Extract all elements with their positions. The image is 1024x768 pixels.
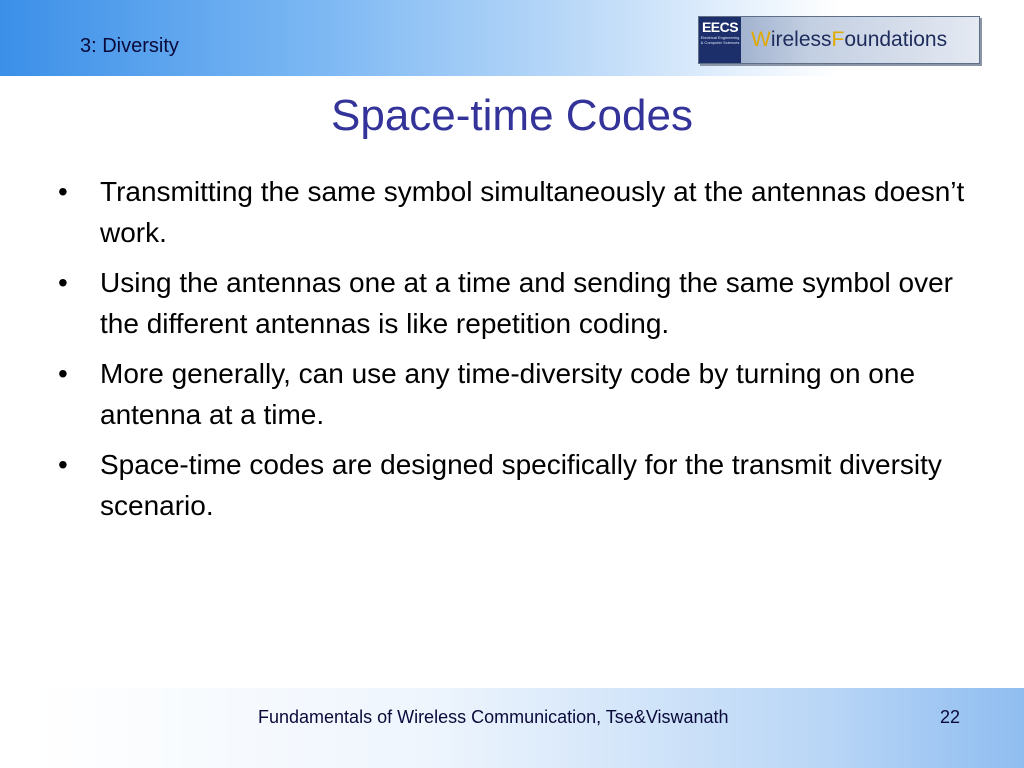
- bullet-text: Using the antennas one at a time and sending the same symbol over the different antennas is like repetition coding.: [100, 267, 953, 339]
- bullet-text: Transmitting the same symbol simultaneously at the antennas doesn’t work.: [100, 176, 965, 248]
- bullet-text: More generally, can use any time-diversity code by turning on one antenna at a time.: [100, 358, 916, 430]
- bullet-icon: •: [58, 176, 68, 207]
- bullet-text: Space-time codes are designed specifically for the transmit diversity scenario.: [100, 449, 942, 521]
- footer-band: [32, 688, 1024, 768]
- slide-title: Space-time Codes: [331, 91, 693, 140]
- logo-wordmark-part-1: ireless: [770, 28, 832, 51]
- bullet-list: [58, 171, 968, 535]
- bullet-item: [58, 171, 968, 253]
- section-label: 3: Diversity: [80, 35, 179, 57]
- logo-wordmark-initial-f: F: [831, 28, 845, 51]
- footer-citation: Fundamentals of Wireless Communication, Tse&Viswanath: [258, 707, 729, 727]
- eecs-badge: [699, 17, 741, 63]
- page-number: 22: [940, 707, 961, 727]
- bullet-icon: •: [58, 449, 68, 480]
- bullet-item: [58, 353, 968, 435]
- eecs-badge-subtitle: Electrical Engineering & Computer Sciences: [700, 35, 740, 45]
- bullet-item: [58, 262, 968, 344]
- logo-wordmark-initial-w: W: [751, 28, 771, 51]
- bullet-icon: •: [58, 267, 68, 298]
- bullet-item: [58, 444, 968, 526]
- bullet-icon: •: [58, 358, 68, 389]
- eecs-badge-text: EECS: [701, 19, 739, 35]
- logo-wordmark: [741, 17, 979, 63]
- eecs-wireless-foundations-logo: [698, 16, 980, 64]
- logo-wordmark-part-2: oundations: [844, 28, 948, 51]
